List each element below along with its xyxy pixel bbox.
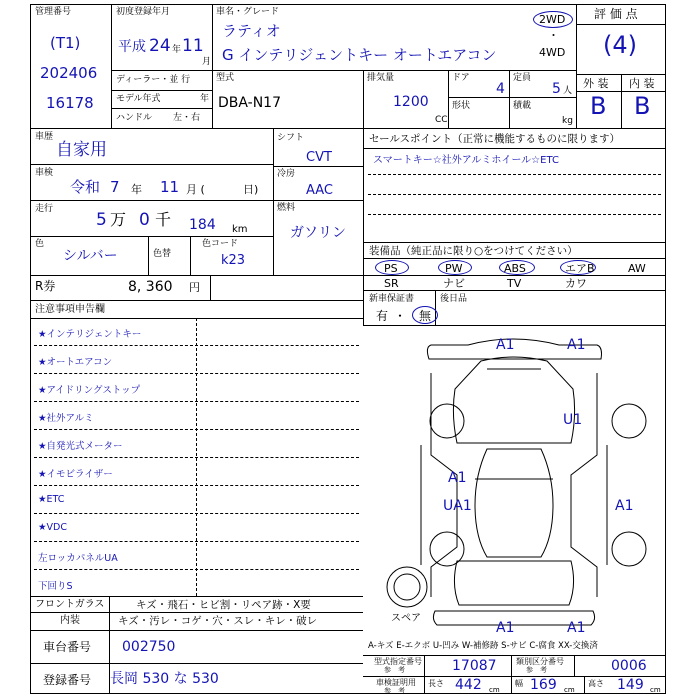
hyouka-label: 評 価 点 — [594, 7, 638, 21]
keijou-label: 形状 — [452, 101, 471, 111]
haikiryou-unit: CC — [435, 115, 448, 125]
katashiki-label: 型式 — [216, 73, 235, 83]
soukou-label: 走行 — [35, 204, 54, 214]
first-reg-month: 11 — [182, 36, 204, 56]
teiin-label: 定員 — [513, 73, 532, 83]
gaisou-label: 外 装 — [583, 77, 609, 90]
soukou-man-unit: 万 — [110, 210, 127, 229]
warranty-dot: ・ — [394, 309, 407, 323]
nagasa-label: 長さ — [428, 679, 444, 688]
shaken-month-text: 月 ( — [186, 183, 205, 196]
damage-mark: A1 — [448, 470, 467, 486]
takasa-unit: cm — [650, 686, 661, 694]
haikiryou-label: 排気量 — [367, 73, 395, 83]
dealer-label: ディーラー・並 行 — [116, 75, 191, 85]
warranty-label: 新車保証書 — [369, 294, 415, 304]
front-glass-text: キズ・飛石・ヒビ割・リペア跡・X要 — [136, 599, 311, 611]
gaisou-value: B — [590, 92, 607, 120]
haba-unit: cm — [564, 686, 575, 694]
naisou-value: B — [634, 92, 651, 120]
damage-legend: A-キズ E-エクボ U-凹み W-補修跡 S-サビ C-腐食 XX-交換済 — [368, 641, 598, 651]
katashiki-value: DBA-N17 — [218, 95, 281, 111]
interior-text: キズ・汚レ・コゲ・穴・スレ・キレ・破レ — [118, 615, 318, 627]
nenryou-value: ガソリン — [290, 225, 346, 241]
irogae-label: 色替 — [153, 249, 172, 259]
chassis-label: 車台番号 — [43, 640, 92, 654]
equip-aw: AW — [628, 262, 646, 275]
shaken-nen: 年 — [131, 183, 142, 196]
shaken-month: 11 — [160, 178, 180, 196]
color-code-value: k23 — [221, 253, 246, 268]
rken-label: R券 — [35, 279, 56, 293]
reg-label: 登録番号 — [43, 673, 92, 687]
hyouka-value: (4) — [603, 31, 637, 59]
damage-mark: UA1 — [443, 498, 472, 514]
iro-value: シルバー — [63, 248, 118, 264]
notice-item: 左ロッカパネルUA — [38, 553, 118, 564]
takasa-value: 149 — [617, 677, 644, 693]
nagasa-value: 442 — [455, 677, 482, 693]
rken-unit: 円 — [189, 281, 200, 294]
door-label: ドア — [452, 73, 470, 83]
model-year-nen: 年 — [200, 94, 210, 104]
sekisai-unit: kg — [562, 116, 573, 126]
tougjitsu-label: 後日品 — [440, 294, 468, 304]
grade: G インテリジェントキー オートエアコン — [222, 46, 497, 64]
ruibetsu-value: 0006 — [611, 658, 647, 674]
haba-label: 幅 — [515, 679, 523, 688]
front-glass-label: フロントガラス — [35, 599, 105, 610]
teiin-value: 5 — [552, 81, 561, 97]
notice-item: 下回りS — [38, 581, 73, 592]
equip-leather: カワ — [565, 277, 587, 290]
kanri-label: 管理番号 — [35, 7, 72, 17]
shift-value: CVT — [306, 150, 332, 165]
color-code-label: 色コード — [202, 239, 239, 249]
notice-item: ★アイドリングストップ — [38, 385, 141, 396]
equip-tv: TV — [507, 277, 522, 290]
kanri-no1: 202406 — [40, 64, 98, 82]
damage-mark: A1 — [615, 498, 634, 514]
shaken-era: 令和 — [70, 178, 101, 196]
naisou-label: 内 装 — [629, 77, 655, 90]
notice-item: ★オートエアコン — [38, 357, 113, 368]
shaken-label: 車検 — [35, 168, 54, 178]
car-damage-diagram — [363, 325, 666, 638]
handle-label: ハンドル — [116, 113, 153, 123]
damage-mark: A1 — [567, 337, 586, 353]
warranty-no: 無 — [419, 309, 432, 323]
equip-navi: ナビ — [443, 277, 465, 290]
drive-4wd: 4WD — [539, 46, 566, 59]
takasa-label: 高さ — [588, 679, 604, 688]
katashiki-shitei-label: 型式指定番号 — [374, 657, 422, 666]
notice-item: ★社外アルミ — [38, 413, 94, 424]
iro-label: 色 — [35, 239, 45, 249]
shaken-shoumei-sub: 参 考 — [384, 687, 405, 695]
damage-mark: A1 — [496, 620, 515, 636]
kanri-t: (T1) — [50, 34, 81, 52]
car-name: ラティオ — [222, 22, 281, 40]
notices-label: 注意事項申告欄 — [35, 304, 105, 315]
damage-mark: U1 — [563, 412, 583, 428]
drive-dot: ・ — [548, 29, 559, 42]
sekisai-label: 積載 — [513, 101, 532, 111]
rken-value: 8, 360 — [128, 279, 173, 295]
ruibetsu-label: 類別区分番号 — [516, 657, 564, 666]
shaken-shoumei-label: 車検証明用 — [376, 678, 416, 687]
notice-item: ★VDC — [38, 522, 67, 533]
shareki-value: 自家用 — [56, 140, 107, 160]
soukou-rest: 184 — [189, 217, 216, 233]
soukou-sen-unit: 千 — [155, 210, 172, 229]
first-reg-tsuki: 月 — [202, 57, 212, 67]
spare-label: スペア — [391, 613, 421, 624]
model-year-label: モデル年式 — [116, 94, 161, 104]
notice-item: ★イモビライザー — [38, 469, 113, 480]
notice-item: ★自発光式メーター — [38, 441, 123, 452]
equip-pw: PW — [445, 262, 463, 275]
notice-item: ★ETC — [38, 494, 65, 505]
first-reg-year: 24 — [149, 36, 171, 56]
shaken-day-text: 日) — [243, 183, 259, 196]
equip-ps: PS — [384, 262, 398, 275]
interior-label: 内装 — [60, 615, 80, 626]
soukou-sen: 0 — [139, 210, 150, 230]
damage-mark: A1 — [496, 337, 515, 353]
haikiryou-value: 1200 — [393, 94, 429, 110]
drive-2wd: 2WD — [539, 13, 566, 26]
teiin-unit: 人 — [563, 86, 573, 96]
nenryou-label: 燃料 — [277, 203, 296, 213]
first-reg-label: 初度登録年月 — [116, 7, 171, 17]
damage-mark: A1 — [567, 620, 586, 636]
reibou-label: 冷房 — [277, 169, 296, 179]
reg-value: 長岡 530 な 530 — [110, 671, 219, 687]
first-reg-nen: 年 — [172, 45, 182, 55]
shaken-year: 7 — [110, 178, 120, 196]
shift-label: シフト — [277, 133, 305, 143]
warranty-yes: 有 — [376, 309, 389, 323]
equipment-label: 装備品（純正品に限り○をつけてください） — [369, 245, 578, 257]
katashiki-shitei-value: 17087 — [452, 658, 497, 674]
kanri-no2: 16178 — [46, 94, 94, 112]
soukou-man: 5 — [96, 210, 107, 230]
soukou-unit: km — [232, 224, 248, 235]
katashiki-shitei-sub: 参 考 — [384, 666, 405, 674]
ruibetsu-sub: 参 考 — [526, 666, 547, 674]
first-reg-era: 平成 — [118, 39, 146, 55]
reibou-value: AAC — [306, 183, 333, 198]
door-value: 4 — [496, 81, 505, 97]
haba-value: 169 — [530, 677, 557, 693]
sales-points-label: セールスポイント（正常に機能するものに限ります） — [369, 133, 621, 145]
notice-item: ★インテリジェントキー — [38, 329, 142, 340]
equip-sr: SR — [384, 277, 399, 290]
chassis-value: 002750 — [122, 639, 176, 655]
handle-value: 左・右 — [173, 113, 201, 123]
equip-abs: ABS — [504, 262, 526, 275]
shareki-label: 車歴 — [35, 132, 54, 142]
equip-airbag: エアB — [565, 262, 595, 275]
sales-points-text: スマートキー☆社外アルミホイール☆ETC — [373, 155, 559, 166]
car-name-label: 車名・グレード — [216, 7, 280, 17]
nagasa-unit: cm — [489, 686, 500, 694]
